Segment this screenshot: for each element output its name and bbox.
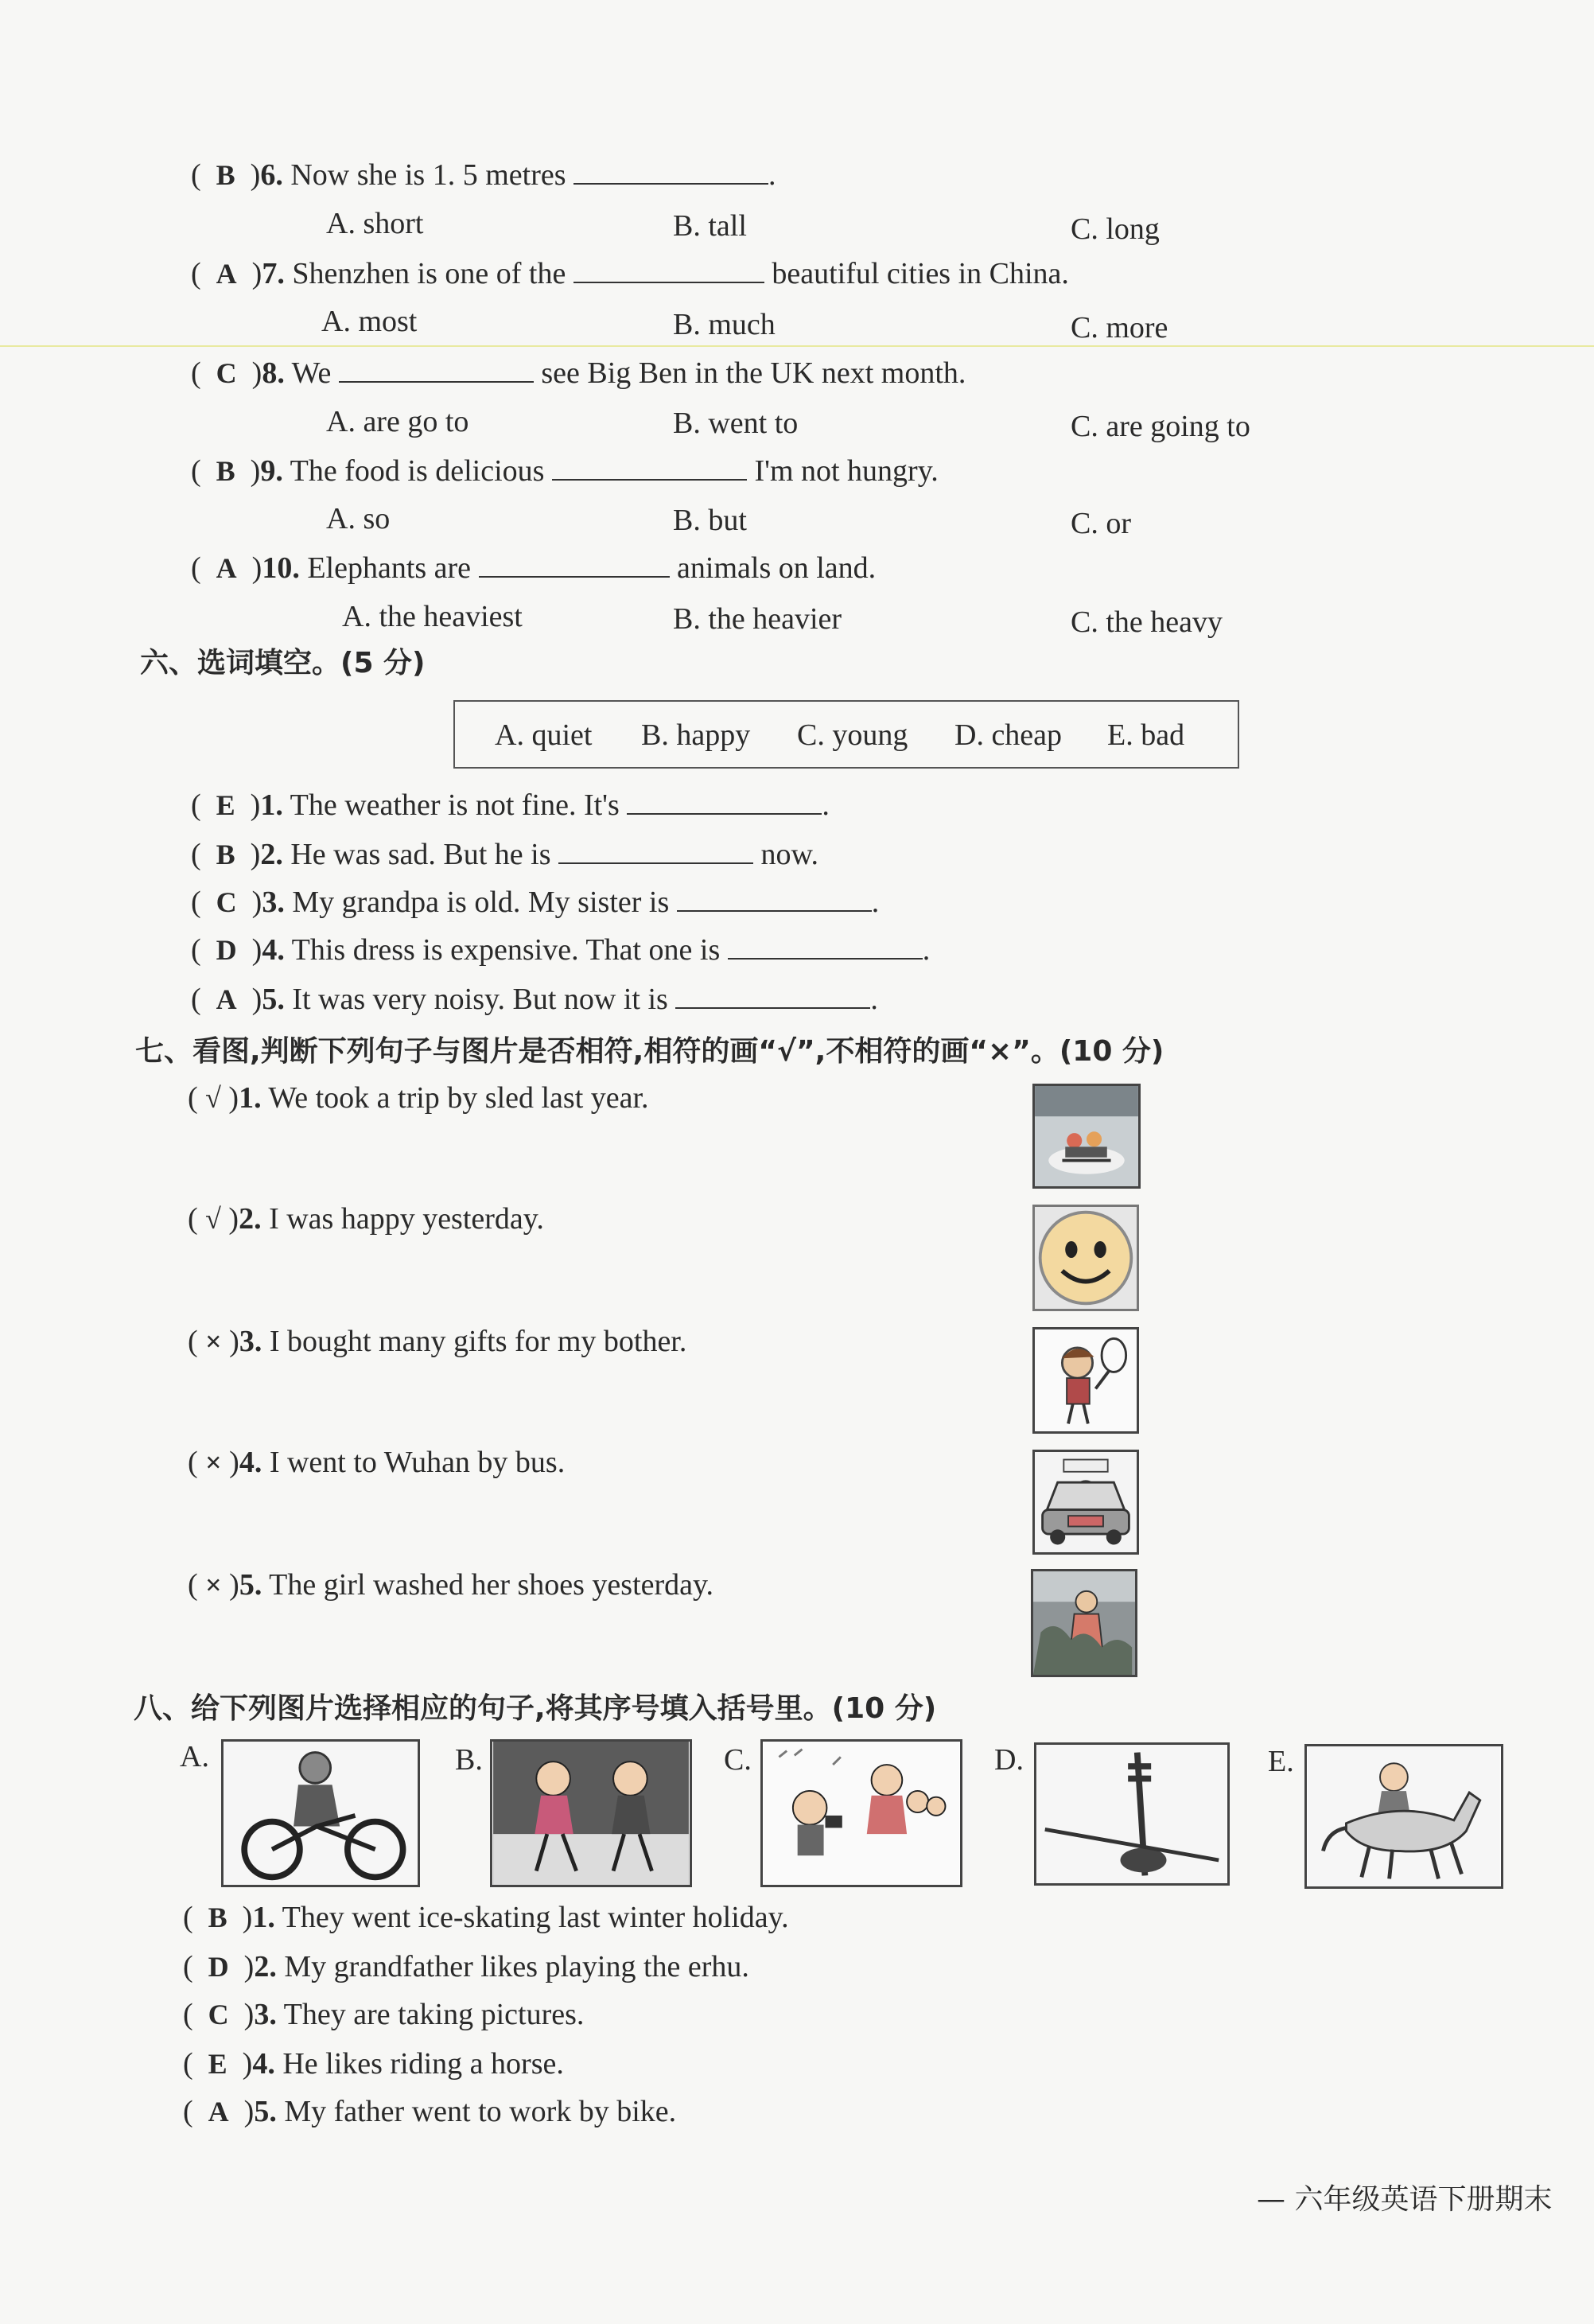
- question-text: We: [291, 356, 332, 390]
- word-bank: [453, 700, 1239, 769]
- question-text: They went ice-skating last winter holiday.: [282, 1901, 789, 1934]
- question-text: My father went to work by bike.: [284, 2095, 677, 2128]
- answer: E: [208, 2048, 227, 2080]
- word-option: A. quiet: [495, 718, 593, 752]
- answer: A: [216, 552, 237, 584]
- question-row: ( B )2. He was sad. But he is now.: [191, 835, 818, 874]
- smiley-face-picture: [1032, 1205, 1139, 1311]
- question-text-post: see Big Ben in the UK next month.: [541, 356, 966, 390]
- question-number: 2.: [254, 1950, 277, 1983]
- question-row: ( B )9. The food is delicious I'm not hungry.: [191, 452, 939, 490]
- question-number: 4.: [239, 1446, 262, 1479]
- question-row: ( D )2. My grandfather likes playing the erhu.: [183, 1950, 749, 1983]
- answer-blank: [558, 835, 753, 864]
- answer: A: [216, 983, 237, 1015]
- answer: C: [208, 1999, 229, 2030]
- question-text: They are taking pictures.: [283, 1998, 585, 2031]
- question-number: 9.: [260, 454, 283, 488]
- girl-icon: [1035, 1329, 1137, 1431]
- picture-label: A.: [180, 1740, 209, 1773]
- answer: D: [216, 934, 237, 966]
- question-text: It was very noisy. But now it is: [292, 983, 668, 1016]
- option-a: A. are go to: [326, 405, 469, 438]
- option-c: C. are going to: [1071, 410, 1250, 443]
- answer: ×: [205, 1569, 222, 1601]
- answer: B: [208, 1902, 227, 1933]
- question-number: 5.: [239, 1568, 262, 1602]
- question-text: We took a trip by sled last year.: [268, 1081, 649, 1115]
- question-number: 2.: [260, 838, 283, 871]
- smiley-icon: [1035, 1207, 1137, 1309]
- horse-icon: [1307, 1746, 1501, 1886]
- question-row: ( A )5. My father went to work by bike.: [183, 2095, 677, 2128]
- section6-heading: 六、选词填空。(5 分): [140, 647, 426, 679]
- question-row: ( B )1. They went ice-skating last winter holiday.: [183, 1901, 789, 1934]
- question-row: ( B )6. Now she is 1. 5 metres .: [191, 156, 776, 194]
- answer: √: [205, 1203, 221, 1235]
- question-row: ( √ )2. I was happy yesterday.: [188, 1202, 544, 1236]
- question-number: 4.: [262, 933, 285, 967]
- question-text-post: .: [822, 788, 830, 822]
- option-a: A. most: [321, 305, 418, 338]
- question-text: My grandpa is old. My sister is: [292, 886, 670, 919]
- answer: C: [216, 357, 237, 389]
- question-row: ( E )4. He likes riding a horse.: [183, 2047, 564, 2081]
- garden-icon: [1033, 1571, 1135, 1675]
- question-row: ( E )1. The weather is not fine. It's .: [191, 786, 830, 824]
- answer-blank: [479, 549, 670, 578]
- picture-label: E.: [1268, 1745, 1294, 1778]
- question-number: 10.: [262, 551, 300, 585]
- answer-blank: [675, 980, 870, 1009]
- word-option: C. young: [797, 718, 908, 752]
- question-number: 3.: [239, 1325, 262, 1358]
- question-text-post: now.: [760, 838, 818, 871]
- question-row: ( D )4. This dress is expensive. That one is .: [191, 931, 930, 969]
- girl-with-racket-picture: [1032, 1327, 1139, 1434]
- answer: B: [216, 839, 235, 870]
- option-c: C. or: [1071, 507, 1131, 540]
- question-text: The food is delicious: [290, 454, 545, 488]
- camera-scene-icon: [763, 1742, 960, 1885]
- option-b: B. tall: [673, 209, 747, 243]
- answer: ×: [205, 1325, 222, 1357]
- word-option: D. cheap: [954, 718, 1063, 752]
- option-b: B. much: [673, 308, 776, 341]
- question-text: My grandfather likes playing the erhu.: [284, 1950, 749, 1983]
- erhu-picture: [1034, 1742, 1230, 1886]
- question-number: 2.: [239, 1202, 262, 1236]
- option-b: B. the heavier: [673, 602, 842, 636]
- picture-label: D.: [994, 1743, 1024, 1777]
- sled-picture: [1032, 1084, 1141, 1189]
- answer: A: [216, 258, 237, 290]
- word-option: E. bad: [1107, 718, 1185, 752]
- answer: ×: [205, 1446, 222, 1478]
- option-a: A. so: [326, 502, 391, 535]
- answer-blank: [552, 452, 747, 481]
- question-text: The girl washed her shoes yesterday.: [269, 1568, 714, 1602]
- answer: √: [205, 1082, 221, 1114]
- picture-label: B.: [455, 1743, 483, 1777]
- question-row: ( × )3. I bought many gifts for my bother.: [188, 1325, 687, 1358]
- question-text: The weather is not fine. It's: [290, 788, 620, 822]
- question-text: Now she is 1. 5 metres: [290, 158, 566, 192]
- question-text-post: I'm not hungry.: [754, 454, 939, 488]
- question-number: 5.: [254, 2095, 277, 2128]
- section7-heading: 七、看图,判断下列句子与图片是否相符,相符的画“√”,不相符的画“×”。(10 分): [135, 1035, 1164, 1068]
- question-number: 3.: [262, 886, 285, 919]
- question-number: 6.: [260, 158, 283, 192]
- option-b: B. went to: [673, 407, 799, 440]
- question-row: ( C )3. They are taking pictures.: [183, 1998, 585, 2031]
- option-b: B. but: [673, 504, 747, 537]
- question-text-post: .: [870, 983, 878, 1016]
- question-row: ( A )5. It was very noisy. But now it is .: [191, 980, 878, 1018]
- question-row: ( √ )1. We took a trip by sled last year.: [188, 1081, 649, 1115]
- question-text: I went to Wuhan by bus.: [269, 1446, 566, 1479]
- option-a: A. short: [326, 207, 424, 240]
- word-option: B. happy: [641, 718, 751, 752]
- answer-blank: [677, 883, 872, 912]
- car-driver-picture: [1032, 1450, 1139, 1555]
- question-text: This dress is expensive. That one is: [291, 933, 721, 967]
- erhu-icon: [1036, 1745, 1227, 1883]
- question-number: 1.: [239, 1081, 262, 1115]
- car-icon: [1035, 1452, 1137, 1552]
- option-c: C. the heavy: [1071, 605, 1223, 639]
- question-text: I bought many gifts for my bother.: [269, 1325, 687, 1358]
- highlight-line: [0, 345, 1594, 347]
- question-number: 7.: [262, 257, 285, 290]
- bike-picture: [221, 1739, 420, 1887]
- answer-blank: [573, 255, 764, 283]
- question-text: Elephants are: [307, 551, 472, 585]
- page-footer: — 六年级英语下册期末: [1257, 2183, 1553, 2216]
- option-a: A. the heaviest: [342, 600, 523, 633]
- question-number: 1.: [260, 788, 283, 822]
- question-number: 4.: [252, 2047, 275, 2081]
- question-text: He likes riding a horse.: [282, 2047, 564, 2081]
- question-number: 1.: [252, 1901, 275, 1934]
- answer-blank: [339, 354, 534, 383]
- question-row: ( × )4. I went to Wuhan by bus.: [188, 1446, 566, 1479]
- question-number: 8.: [262, 356, 285, 390]
- answer: B: [216, 159, 235, 191]
- question-number: 5.: [262, 983, 285, 1016]
- question-text-post: .: [922, 933, 931, 967]
- option-c: C. more: [1071, 311, 1168, 345]
- ice-skating-picture: [490, 1739, 692, 1887]
- question-row: ( × )5. The girl washed her shoes yesterday.: [188, 1568, 714, 1602]
- bike-icon: [224, 1742, 418, 1885]
- answer: E: [216, 789, 235, 821]
- answer: B: [216, 455, 235, 487]
- answer-blank: [627, 786, 822, 815]
- answer: A: [208, 2096, 229, 2127]
- question-row: ( A )7. Shenzhen is one of the beautiful cities in China.: [191, 255, 1069, 293]
- question-text: He was sad. But he is: [290, 838, 551, 871]
- picture-label: C.: [724, 1743, 752, 1777]
- question-row: ( C )8. We see Big Ben in the UK next month.: [191, 354, 966, 392]
- sled-icon: [1035, 1086, 1138, 1186]
- question-number: 3.: [254, 1998, 277, 2031]
- question-text-post: animals on land.: [677, 551, 877, 585]
- question-text-post: beautiful cities in China.: [772, 257, 1069, 290]
- question-text-post: .: [871, 886, 880, 919]
- question-row: ( A )10. Elephants are animals on land.: [191, 549, 876, 587]
- question-text-post: .: [768, 158, 776, 192]
- answer: D: [208, 1951, 229, 1983]
- girl-in-garden-picture: [1031, 1569, 1137, 1677]
- answer: C: [216, 886, 237, 918]
- skating-icon: [492, 1742, 690, 1885]
- taking-pictures-picture: [760, 1739, 962, 1887]
- answer-blank: [573, 156, 768, 185]
- question-row: ( C )3. My grandpa is old. My sister is .: [191, 883, 879, 921]
- answer-blank: [728, 931, 923, 960]
- question-text: I was happy yesterday.: [269, 1202, 544, 1236]
- question-text: Shenzhen is one of the: [292, 257, 566, 290]
- horse-riding-picture: [1304, 1744, 1503, 1889]
- option-c: C. long: [1071, 212, 1160, 246]
- section8-heading: 八、给下列图片选择相应的句子,将其序号填入括号里。(10 分): [134, 1692, 937, 1725]
